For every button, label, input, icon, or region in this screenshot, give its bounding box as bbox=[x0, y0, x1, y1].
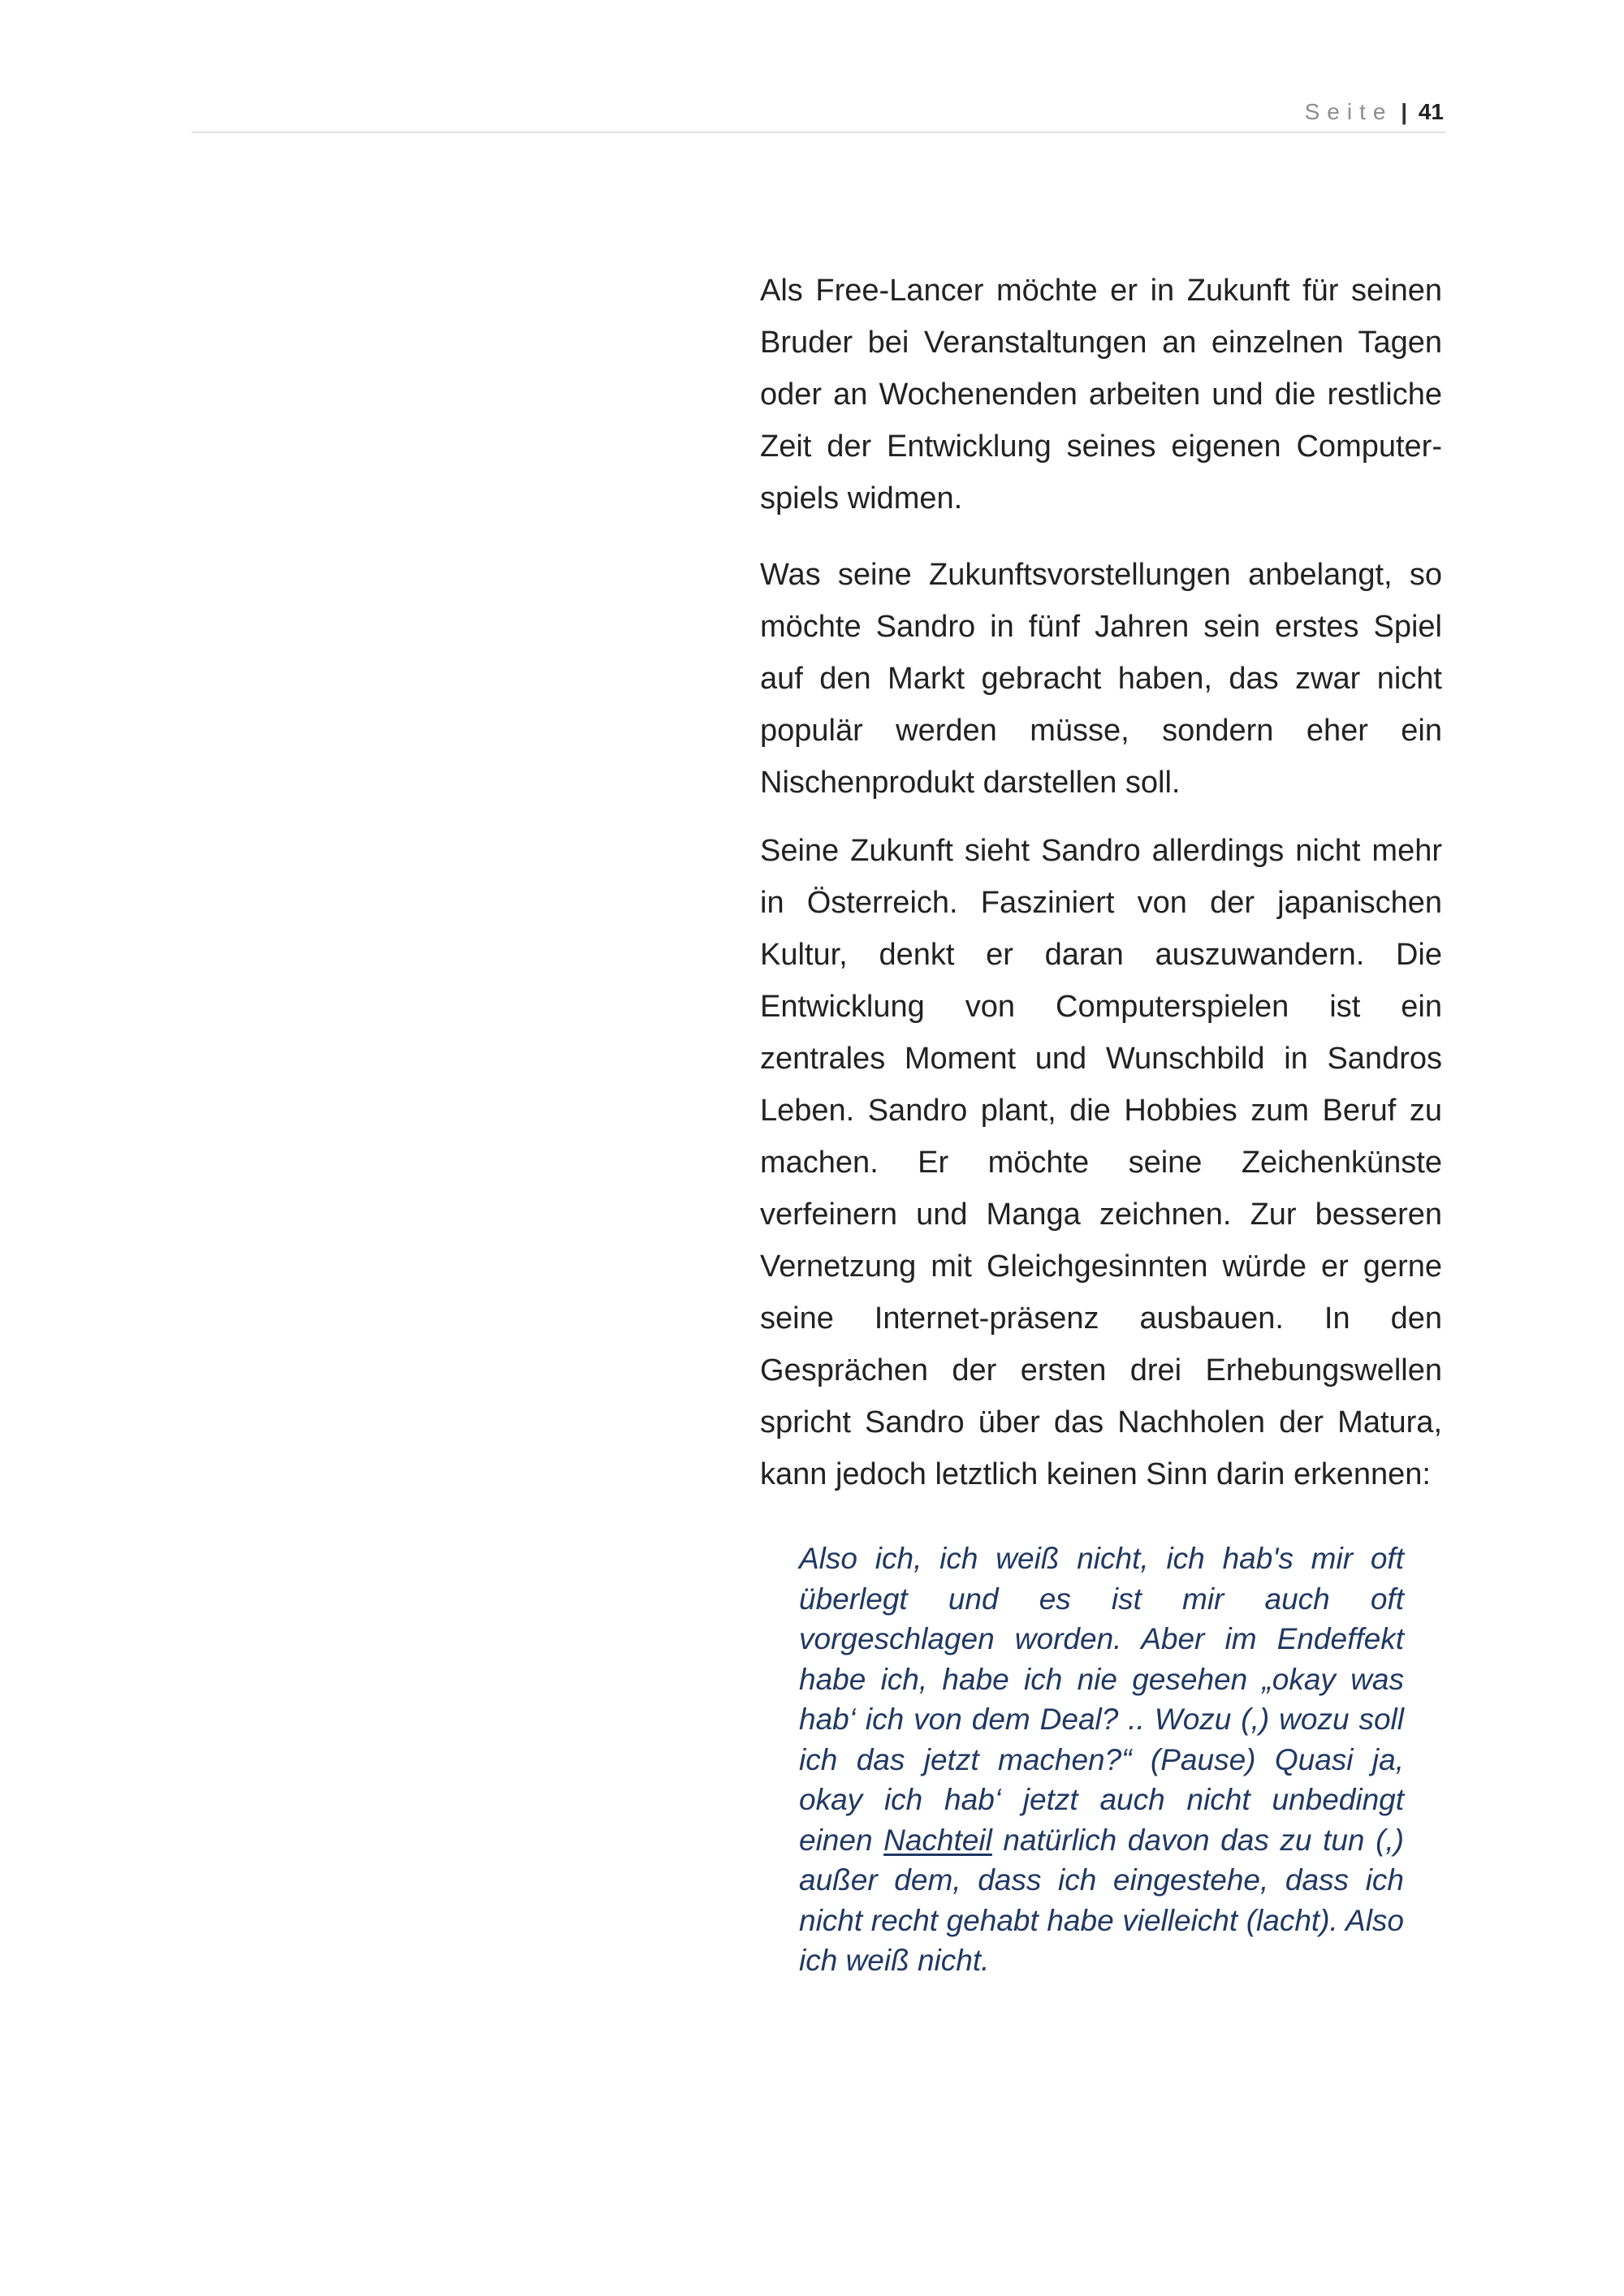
paragraph-future-plans: Was seine Zukunftsvorstellungen anbelangt, so möchte Sandro in fünf Jahren sein erstes Spiel auf den Markt gebracht haben, das zwar nicht populär werden müsse, sondern eher ein Nischenprodukt darstellen soll. bbox=[760, 558, 1442, 800]
page-number-block bbox=[1305, 96, 1444, 128]
page-header bbox=[192, 96, 1445, 133]
body-text-column bbox=[760, 265, 1442, 1500]
paragraph-emigration: Seine Zukunft sieht Sandro allerdings nicht mehr in Österreich. Fasziniert von der japanischen Kultur, denkt er daran auszuwandern. Die Entwicklung von Computerspielen ist ein zentrales Moment und Wunschbild in Sandros Leben. Sandro plant, die Hobbies zum Beruf zu machen. Er möchte seine Zeichenkünste verfeinern und Manga zeichnen. Zur besseren Vernetzung mit Gleichgesinnten würde er gerne seine Internet-präsenz ausbauen. In den Gesprächen der ersten drei Erhebungswellen spricht Sandro über das Nachholen der Matura, kann jedoch letztlich keinen Sinn darin erkennen: bbox=[760, 834, 1442, 1491]
paragraph-freelancer: Als Free-Lancer möchte er in Zukunft für seinen Bruder bei Veranstaltungen an einzelnen Tagen oder an Wochenenden arbeiten und die restliche Zeit der Entwicklung seines eigenen Computer-spiels widmen. bbox=[760, 274, 1442, 516]
page-separator: | bbox=[1401, 99, 1408, 124]
page-label: Seite bbox=[1304, 99, 1393, 124]
interview-quote bbox=[799, 1539, 1404, 1981]
quote-text-after: natürlich davon das zu tun (,) außer dem, dass ich eingestehe, dass ich nicht recht gehabt habe vielleicht (lacht). Also ich weiß nicht. bbox=[799, 1823, 1405, 1977]
quote-underlined-word: Nachteil bbox=[883, 1823, 992, 1857]
page-number: 41 bbox=[1418, 99, 1444, 124]
quote-text-before: Also ich, ich weiß nicht, ich hab's mir oft überlegt und es ist mir auch oft vorgeschlagen worden. Aber im Endeffekt habe ich, habe ich nie gesehen „okay was hab‘ ich von dem Deal? .. Wozu (,) wozu soll ich das jetzt machen?“ (Pause) Quasi ja, okay ich hab‘ jetzt auch nicht unbedingt einen bbox=[799, 1542, 1404, 1857]
